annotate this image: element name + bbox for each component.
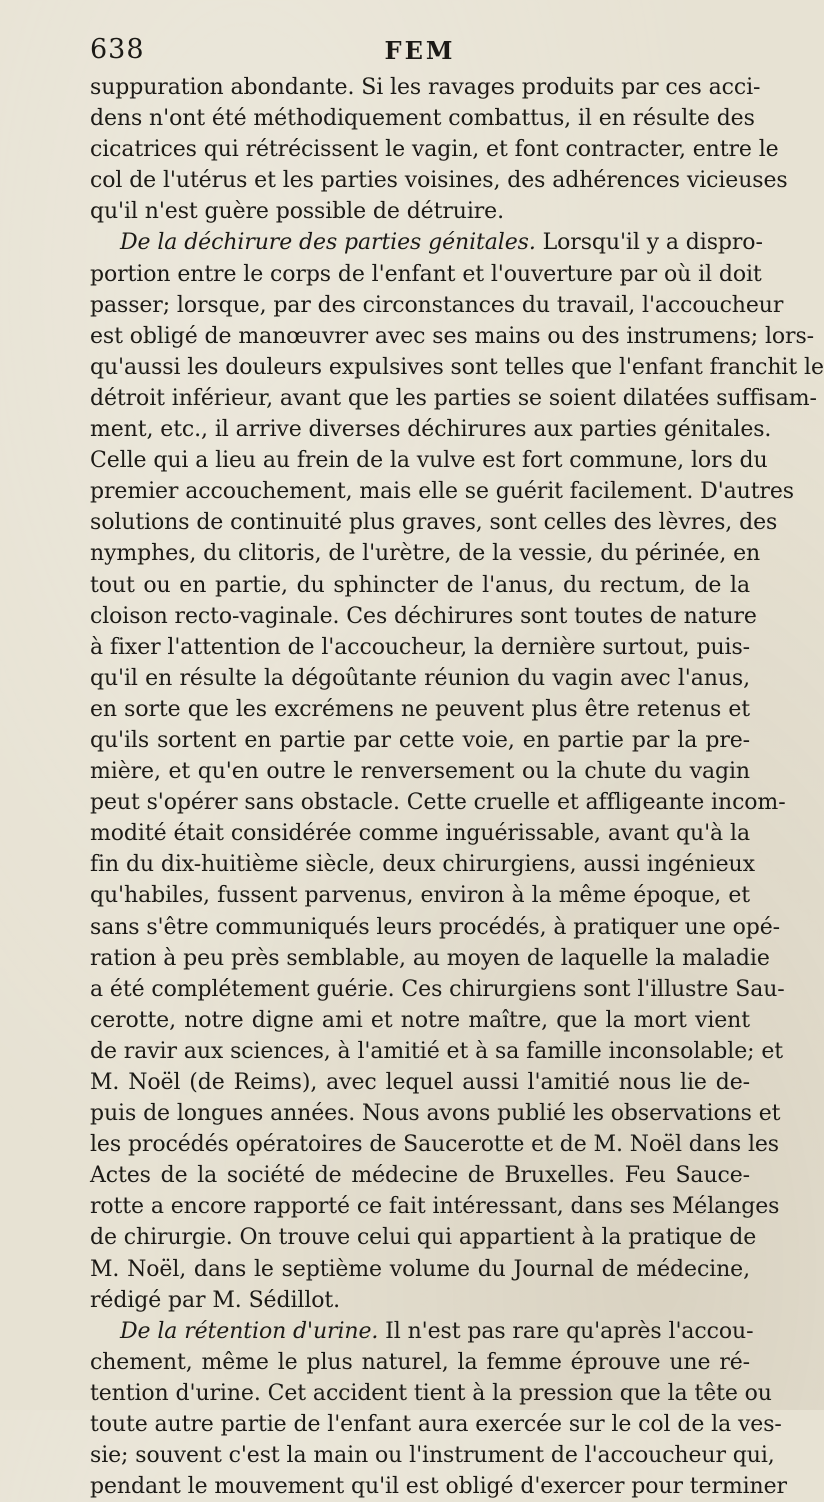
line-text: cicatrices qui rétrécissent le vagin, et font contracter, entre le — [90, 137, 779, 163]
text-line — [90, 1471, 787, 1502]
text-line — [90, 1222, 757, 1253]
line-text: portion entre le corps de l'enfant et l'ouverture par où il doit — [90, 261, 762, 287]
text-line — [90, 694, 750, 725]
line-text: modité était considérée comme inguérissable, avant qu'à la — [90, 821, 750, 847]
line-text: dens n'ont été méthodiquement combattus, il en résulte des — [90, 106, 755, 132]
line-text: est obligé de manœuvrer avec ses mains ou des instrumens; lors- — [90, 323, 814, 349]
text-line — [90, 352, 824, 383]
text-line — [90, 321, 814, 352]
text-line — [90, 1409, 782, 1440]
line-text: qu'ils sortent en partie par cette voie, en partie par la pre- — [90, 727, 750, 753]
text-line — [90, 1005, 750, 1036]
text-line — [90, 445, 768, 476]
text-line — [90, 134, 779, 165]
text-line — [90, 632, 750, 663]
line-text: de ravir aux sciences, à l'amitié et à sa famille inconsolable; et — [90, 1038, 783, 1064]
line-text: chement, même le plus naturel, la femme éprouve une ré- — [90, 1349, 750, 1375]
text-line — [90, 849, 755, 880]
text-line — [90, 290, 784, 321]
line-text: premier accouchement, mais elle se guérit facilement. D'autres — [90, 479, 794, 505]
body-text — [90, 72, 824, 1502]
line-text: qu'habiles, fussent parvenus, environ à la même époque, et — [90, 883, 750, 909]
text-line — [90, 476, 794, 507]
text-line — [90, 1098, 781, 1129]
line-text: ration à peu près semblable, au moyen de laquelle la maladie — [90, 945, 770, 971]
text-line — [90, 1285, 750, 1316]
line-text: a été complétement guérie. Ces chirurgiens sont l'illustre Sau- — [90, 976, 785, 1002]
line-text: à fixer l'attention de l'accoucheur, la dernière surtout, puis- — [90, 634, 750, 660]
line-text: passer; lorsque, par des circonstances du travail, l'accoucheur — [90, 292, 784, 318]
text-line — [90, 1191, 780, 1222]
text-line — [90, 165, 788, 196]
line-text: nymphes, du clitoris, de l'urètre, de la vessie, du périnée, en — [90, 541, 761, 567]
line-text: les procédés opératoires de Saucerotte et de M. Noël dans les — [90, 1132, 779, 1158]
line-text: pendant le mouvement qu'il est obligé d'exercer pour terminer — [90, 1474, 787, 1500]
text-line — [90, 818, 750, 849]
text-line — [90, 756, 750, 787]
text-line — [90, 880, 750, 911]
text-line — [90, 1160, 750, 1191]
page-number: 638 — [90, 34, 145, 65]
text-line — [90, 103, 755, 134]
text-line — [90, 72, 761, 103]
text-line — [90, 414, 772, 445]
text-line — [90, 1067, 750, 1098]
page-header — [90, 34, 750, 68]
line-text: M. Noël (de Reims), avec lequel aussi l'amitié nous lie de- — [90, 1070, 750, 1095]
text-line — [90, 227, 763, 258]
text-line — [90, 725, 750, 756]
line-text: cloison recto-vaginale. Ces déchirures sont toutes de nature — [90, 603, 757, 629]
line-text: tention d'urine. Cet accident tient à la pression que la tête ou — [90, 1380, 772, 1406]
line-text: cerotte, notre digne ami et notre maître, que la mort vient — [90, 1007, 750, 1033]
line-text: sans s'être communiqués leurs procédés, à pratiquer une opé- — [90, 914, 781, 940]
line-text: qu'il en résulte la dégoûtante réunion du vagin avec l'anus, — [90, 665, 750, 691]
line-text: puis de longues années. Nous avons publié les observations et — [90, 1101, 781, 1127]
line-text: ment, etc., il arrive diverses déchirures aux parties génitales. — [90, 417, 772, 443]
text-line — [90, 974, 785, 1005]
running-title: FEM — [384, 36, 456, 65]
line-text: M. Noël, dans le septième volume du Journal de médecine, — [90, 1256, 750, 1282]
line-text: tout ou en partie, du sphincter de l'anus, du rectum, de la — [90, 572, 750, 598]
line-text: détroit inférieur, avant que les parties se soient dilatées suffisam- — [90, 385, 817, 411]
text-line — [90, 912, 781, 943]
text-line — [90, 196, 750, 227]
text-line — [90, 1316, 754, 1347]
text-line — [90, 663, 750, 694]
text-line — [90, 1347, 750, 1378]
line-text: en sorte que les excrémens ne peuvent plus être retenus et — [90, 696, 750, 722]
line-text: Lorsqu'il y a dispro- — [535, 230, 763, 256]
text-line — [90, 507, 778, 538]
text-line — [90, 787, 786, 818]
line-text: sie; souvent c'est la main ou l'instrument de l'accoucheur qui, — [90, 1443, 775, 1469]
line-text: suppuration abondante. Si les ravages produits par ces acci- — [90, 75, 761, 100]
line-text: Il n'est pas rare qu'après l'accou- — [378, 1318, 754, 1344]
line-text: Celle qui a lieu au frein de la vulve est fort commune, lors du — [90, 448, 768, 474]
italic-heading: De la rétention d'urine. — [120, 1318, 379, 1344]
text-line — [90, 1036, 783, 1067]
text-line — [90, 1378, 772, 1409]
text-line — [90, 1440, 775, 1471]
line-text: rotte a encore rapporté ce fait intéressant, dans ses Mélanges — [90, 1194, 780, 1220]
text-line — [90, 943, 770, 974]
line-text: peut s'opérer sans obstacle. Cette cruelle et affligeante incom- — [90, 790, 786, 816]
line-text: de chirurgie. On trouve celui qui appartient à la pratique de — [90, 1225, 757, 1251]
text-line — [90, 601, 757, 632]
line-text: mière, et qu'en outre le renversement ou la chute du vagin — [90, 759, 750, 785]
line-text: qu'il n'est guère possible de détruire. — [90, 199, 504, 225]
line-text: qu'aussi les douleurs expulsives sont telles que l'enfant franchit le — [90, 354, 824, 380]
line-text: Actes de la société de médecine de Bruxelles. Feu Sauce- — [90, 1163, 750, 1189]
line-text: solutions de continuité plus graves, sont celles des lèvres, des — [90, 510, 778, 536]
line-text: toute autre partie de l'enfant aura exercée sur le col de la ves- — [90, 1412, 782, 1438]
text-line — [90, 259, 762, 290]
italic-heading: De la déchirure des parties génitales. — [120, 230, 536, 256]
text-line — [90, 570, 750, 601]
text-line — [90, 538, 761, 569]
line-text: rédigé par M. Sédillot. — [90, 1287, 341, 1313]
line-text: fin du dix-huitième siècle, deux chirurgiens, aussi ingénieux — [90, 852, 755, 878]
text-line — [90, 383, 817, 414]
text-line — [90, 1254, 750, 1285]
text-line — [90, 1129, 779, 1160]
line-text: col de l'utérus et les parties voisines, des adhérences vicieuses — [90, 168, 788, 194]
